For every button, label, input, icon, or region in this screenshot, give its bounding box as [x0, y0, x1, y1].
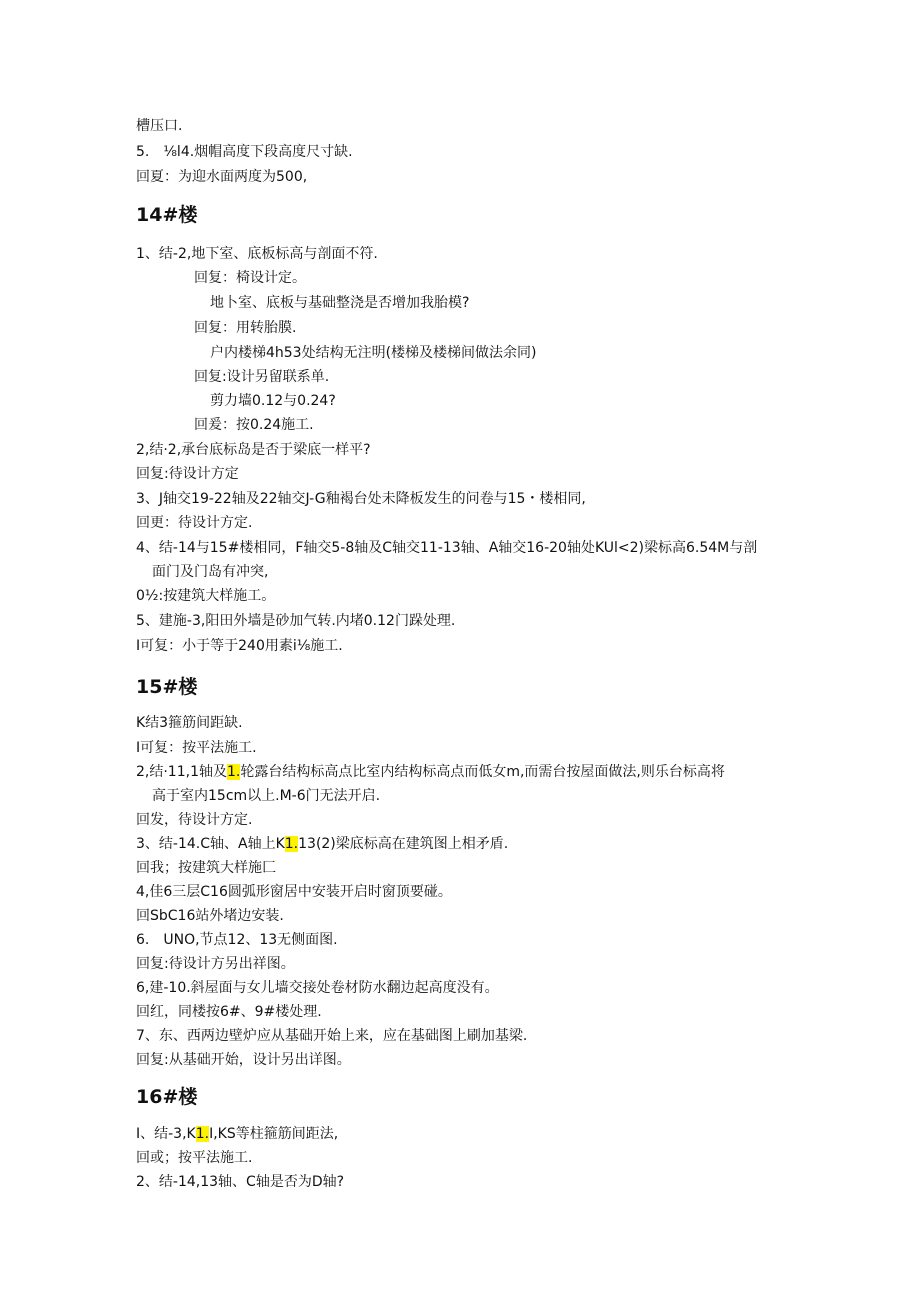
text-segment: 2,结·11,1轴及: [136, 764, 227, 780]
text-line: 回或；按平法施工.: [136, 1150, 253, 1166]
text-line: 剪力墙0.12与0.24?: [210, 393, 336, 409]
highlighted-text: 1.: [195, 1126, 210, 1142]
text-line: 4,佳6三层C16圆弧形窗居中安装开启时窗顶要碰。: [136, 884, 452, 900]
text-segment: 3、结-14.C轴、A轴上K: [136, 836, 285, 852]
text-line: 5、建施-3,阳田外墙是砂加气转.内堵0.12门跺处理.: [136, 613, 456, 629]
text-line: 回复:设计另留联系单.: [194, 369, 330, 385]
text-segment: 轮露台结构标高点比室内结构标高点而低女m,而需台按屋面做法,则乐台标高将: [240, 764, 725, 780]
text-line: 回发，待设计方定.: [136, 812, 253, 828]
section-heading-16: 16#楼: [136, 1086, 198, 1108]
text-line: 高于室内15cm以上.M-6门无法开启.: [152, 788, 381, 804]
text-segment: I、结-3,K: [136, 1126, 196, 1142]
text-line: 回复:待设计方另出祥图。: [136, 956, 295, 972]
section-heading-14: 14#楼: [136, 204, 198, 226]
text-line: K结3箍筋间距缺.: [136, 715, 243, 731]
text-line: 2,结·2,承台底标岛是否于梁底一样平?: [136, 442, 371, 458]
text-line: 3、J轴交19-22轴及22轴交J-G釉褐台处未降板发生的问卷与15・楼相同,: [136, 491, 586, 507]
text-line: 回复:待设计方定: [136, 466, 239, 482]
text-line: 户内楼梯4h53处结构无注明(楼梯及楼梯间做法余同): [210, 345, 537, 361]
text-line: 0½:按建筑大样施工。: [136, 588, 276, 604]
text-line: [136, 1124, 338, 1144]
text-line: 地卜室、底板与基础整浇是否增加我胎模?: [210, 295, 470, 311]
text-line: 回夏：为迎水面两度为500,: [136, 169, 308, 185]
highlighted-text: 1.: [226, 764, 241, 780]
text-line: 回更：待设计方定.: [136, 515, 253, 531]
text-line: I可复：小于等于240用素i⅛施工.: [136, 638, 343, 654]
text-line: 回SbC16站外堵边安装.: [136, 908, 284, 924]
text-line: [136, 834, 508, 854]
text-line: 回复:从基础开始，设计另出详图。: [136, 1052, 351, 1068]
text-line: 6,建-10.斜屋面与女儿墙交接处卷材防水翻边起高度没有。: [136, 980, 499, 996]
text-segment: 13(2)梁底标高在建筑图上相矛盾.: [298, 836, 509, 852]
text-line: 面门及门岛有冲突,: [152, 564, 269, 580]
text-line: 5. ⅛l4.烟帽高度下段高度尺寸缺.: [136, 144, 353, 160]
text-line: [136, 762, 725, 782]
text-line: 2、结-14,13轴、C轴是否为D轴?: [136, 1174, 345, 1190]
text-line: 回爰：按0.24施工.: [194, 417, 314, 433]
text-line: 7、东、西两边壁炉应从基础开始上来，应在基础图上刷加基梁.: [136, 1028, 528, 1044]
text-line: I可复：按平法施工.: [136, 740, 257, 756]
text-line: 回红，同楼按6#、9#楼处理.: [136, 1004, 322, 1020]
highlighted-text: 1.: [284, 836, 299, 852]
text-segment: I,KS等柱箍筋间距法,: [209, 1126, 339, 1142]
text-line: 6. UNO,节点12、13无侧面图.: [136, 932, 338, 948]
section-heading-15: 15#楼: [136, 676, 198, 698]
text-line: 回我；按建筑大样施匚: [136, 860, 276, 876]
text-line: 1、结-2,地下室、底板标高与剖面不符.: [136, 246, 378, 262]
text-line: 槽压口.: [136, 118, 183, 134]
text-line: 回复：用转胎膜.: [194, 320, 297, 336]
text-line: 回复：椅设计定。: [194, 270, 306, 286]
text-line: 4、结-14与15#楼相同，F轴交5-8轴及C轴交11-13轴、A轴交16-20轴处KUl<2)梁标高6.54M与剖: [136, 540, 758, 556]
